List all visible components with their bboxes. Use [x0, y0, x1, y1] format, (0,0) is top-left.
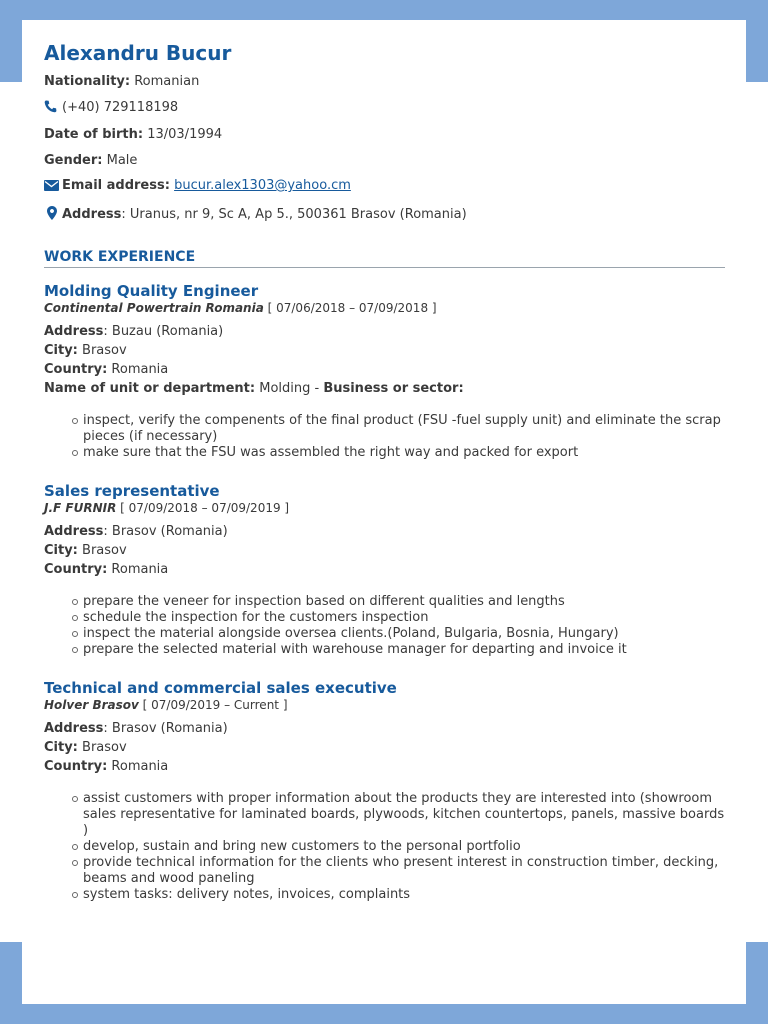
email-link[interactable]: bucur.alex1303@yahoo.cm — [174, 178, 351, 193]
job-employer: Continental Powertrain Romania — [44, 300, 264, 315]
nationality-value: Romanian — [134, 74, 200, 89]
job-city — [44, 541, 725, 560]
country-label: Country: — [44, 361, 108, 377]
job-entry — [44, 281, 725, 461]
nationality-row — [44, 74, 725, 90]
dob-label: Date of birth: — [44, 127, 144, 142]
job-entry — [44, 678, 725, 903]
phone-icon — [44, 100, 58, 118]
job-dates: [ 07/06/2018 – 07/09/2018 ] — [263, 300, 437, 315]
city-value: Brasov — [77, 342, 127, 358]
job-employer-dates — [44, 501, 725, 516]
address-label: Address — [44, 323, 104, 339]
email-label: Email address: — [62, 178, 170, 193]
job-entry — [44, 481, 725, 658]
address-label: Address — [62, 206, 122, 222]
country-label: Country: — [44, 758, 108, 774]
nationality-label: Nationality: — [44, 74, 131, 89]
address-value: : Buzau (Romania) — [103, 323, 224, 339]
job-title: Molding Quality Engineer — [44, 281, 259, 300]
gender-value: Male — [106, 152, 138, 168]
job-country — [44, 360, 725, 379]
address-value: : Brasov (Romania) — [103, 720, 228, 736]
phone-value: (+40) 729118198 — [62, 99, 179, 115]
job-dates: [ 07/09/2019 – Current ] — [138, 697, 288, 712]
cv-content — [44, 36, 725, 903]
job-address — [44, 522, 725, 541]
task-item: inspect, verify the compenents of the final product (FSU -fuel supply unit) and eliminate the scrap pieces (if necessary) — [44, 413, 725, 445]
email-row — [44, 178, 725, 196]
task-list — [44, 413, 725, 461]
job-employer: J.F FURNIR — [44, 500, 117, 515]
job-city — [44, 738, 725, 757]
gender-row — [44, 153, 725, 169]
task-list — [44, 791, 725, 903]
job-city — [44, 341, 725, 360]
task-item: assist customers with proper information about the products they are interested into (showroom sales representative for laminated boards, plywoods, kitchen countertops, panels, massive boards ) — [44, 791, 725, 839]
task-item: make sure that the FSU was assembled the right way and packed for export — [44, 445, 725, 461]
unit-value: Molding - — [255, 380, 324, 396]
task-item: provide technical information for the clients who present interest in construction timber, decking, beams and wood paneling — [44, 855, 725, 887]
job-dates: [ 07/09/2018 – 07/09/2019 ] — [116, 500, 290, 515]
job-title: Technical and commercial sales executive — [44, 678, 397, 697]
task-item: prepare the selected material with warehouse manager for departing and invoice it — [44, 642, 725, 658]
task-item: inspect the material alongside oversea clients.(Poland, Bulgaria, Bosnia, Hungary) — [44, 626, 725, 642]
task-item: schedule the inspection for the customers inspection — [44, 610, 725, 626]
task-list — [44, 594, 725, 658]
unit-label: Name of unit or department: — [44, 380, 256, 396]
phone-row — [44, 100, 725, 118]
job-employer: Holver Brasov — [44, 697, 139, 712]
job-country — [44, 560, 725, 579]
country-value: Romania — [107, 758, 169, 774]
job-address — [44, 322, 725, 341]
map-pin-icon — [47, 206, 57, 225]
dob-row — [44, 127, 725, 143]
job-employer-dates — [44, 301, 725, 316]
country-value: Romania — [107, 361, 169, 377]
work-experience-heading: WORK EXPERIENCE — [44, 247, 725, 268]
country-label: Country: — [44, 561, 108, 577]
address-label: Address — [44, 523, 104, 539]
envelope-icon — [44, 180, 59, 196]
dob-value: 13/03/1994 — [147, 127, 223, 142]
country-value: Romania — [107, 561, 169, 577]
address-row — [44, 206, 725, 225]
address-value: : Uranus, nr 9, Sc A, Ap 5., 500361 Brasov (Romania) — [121, 206, 467, 222]
address-label: Address — [44, 720, 104, 736]
task-item: prepare the veneer for inspection based on different qualities and lengths — [44, 594, 725, 610]
address-value: : Brasov (Romania) — [103, 523, 228, 539]
job-employer-dates — [44, 698, 725, 713]
task-item: system tasks: delivery notes, invoices, complaints — [44, 887, 725, 903]
city-label: City: — [44, 739, 78, 755]
job-unit — [44, 379, 725, 398]
job-title: Sales representative — [44, 481, 220, 500]
job-address — [44, 719, 725, 738]
sector-label: Business or sector: — [323, 380, 464, 396]
gender-label: Gender: — [44, 152, 103, 168]
job-country — [44, 757, 725, 776]
candidate-name: Alexandru Bucur — [44, 41, 232, 65]
city-value: Brasov — [77, 542, 127, 558]
task-item: develop, sustain and bring new customers to the personal portfolio — [44, 839, 725, 855]
city-label: City: — [44, 542, 78, 558]
city-label: City: — [44, 342, 78, 358]
city-value: Brasov — [77, 739, 127, 755]
